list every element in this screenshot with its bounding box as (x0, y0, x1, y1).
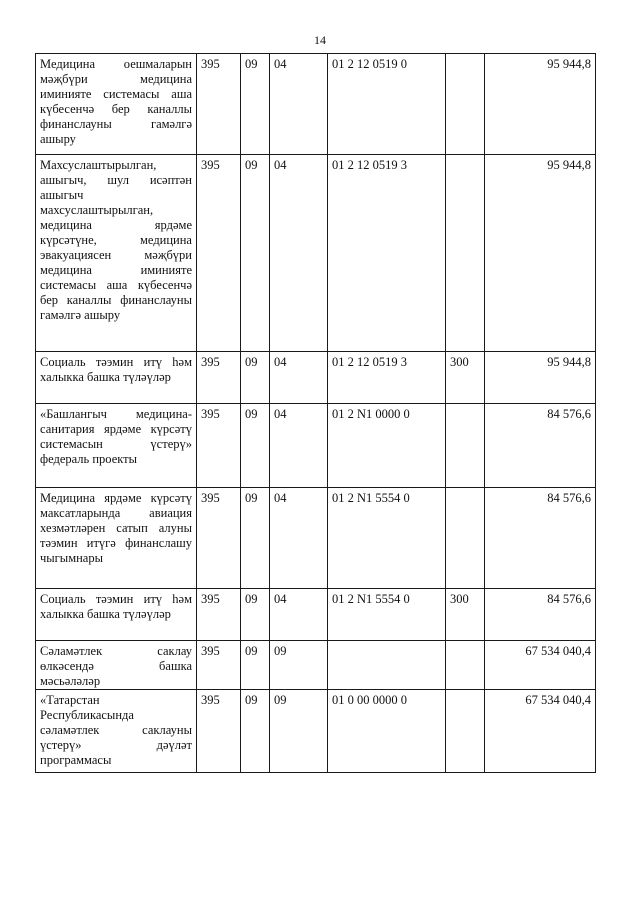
target-article-code: 01 2 N1 5554 0 (328, 589, 446, 641)
table-row (36, 54, 596, 155)
section-code: 09 (241, 690, 270, 773)
ministry-code: 395 (197, 589, 241, 641)
section-code: 09 (241, 589, 270, 641)
target-article-code: 01 0 00 0000 0 (328, 690, 446, 773)
amount: 95 944,8 (485, 54, 596, 155)
target-article-code: 01 2 N1 0000 0 (328, 404, 446, 488)
table-row (36, 589, 596, 641)
ministry-code: 395 (197, 690, 241, 773)
amount: 67 534 040,4 (485, 690, 596, 773)
section-code: 09 (241, 488, 270, 589)
amount: 95 944,8 (485, 155, 596, 352)
target-article-code: 01 2 N1 5554 0 (328, 488, 446, 589)
subsection-code: 09 (270, 641, 328, 690)
expense-type-code (446, 404, 485, 488)
amount: 67 534 040,4 (485, 641, 596, 690)
table-row (36, 488, 596, 589)
row-name: Медицина ярдәме күрсәтү максатларында авиация хезмәтләрен сатып алуны тәэмин итүгә финанслашу чыгымнары (36, 488, 197, 589)
ministry-code: 395 (197, 641, 241, 690)
row-name: Медицина оешмаларын мәҗбүри медицина иминияте системасы аша күбесенчә бер каналлы финанслауны гамәлгә ашыру (36, 54, 197, 155)
target-article-code: 01 2 12 0519 0 (328, 54, 446, 155)
row-name: Махсуслаштырылган, ашыгыч, шул исәптән ашыгыч махсуслаштырылган, медицина ярдәме күрсәтүне, медицина эвакуациясен мәҗбүри медицина иминияте системасы аша күбесенчә бер каналлы финанслауны гамәлгә ашыру (36, 155, 197, 352)
expense-type-code: 300 (446, 589, 485, 641)
table-row (36, 404, 596, 488)
subsection-code: 04 (270, 589, 328, 641)
ministry-code: 395 (197, 155, 241, 352)
ministry-code: 395 (197, 352, 241, 404)
amount: 84 576,6 (485, 488, 596, 589)
section-code: 09 (241, 404, 270, 488)
target-article-code: 01 2 12 0519 3 (328, 352, 446, 404)
row-name: «Татарстан Республикасында сәламәтлек саклауны үстерү» дәүләт программасы (36, 690, 197, 773)
expense-type-code (446, 54, 485, 155)
amount: 84 576,6 (485, 404, 596, 488)
subsection-code: 09 (270, 690, 328, 773)
row-name: Социаль тәэмин итү һәм халыкка башка түләүләр (36, 352, 197, 404)
subsection-code: 04 (270, 488, 328, 589)
ministry-code: 395 (197, 404, 241, 488)
budget-table (35, 53, 596, 773)
section-code: 09 (241, 155, 270, 352)
expense-type-code (446, 641, 485, 690)
row-name: Социаль тәэмин итү һәм халыкка башка түләүләр (36, 589, 197, 641)
table-row (36, 155, 596, 352)
expense-type-code (446, 488, 485, 589)
row-name: Сәламәтлек саклау өлкәсендә башка мәсьәләләр (36, 641, 197, 690)
amount: 84 576,6 (485, 589, 596, 641)
expense-type-code (446, 155, 485, 352)
row-name: «Башлангыч медицина-санитария ярдәме күрсәтү системасын үстерү» федераль проекты (36, 404, 197, 488)
ministry-code: 395 (197, 54, 241, 155)
subsection-code: 04 (270, 352, 328, 404)
target-article-code (328, 641, 446, 690)
table-row (36, 690, 596, 773)
subsection-code: 04 (270, 54, 328, 155)
table-row (36, 641, 596, 690)
section-code: 09 (241, 641, 270, 690)
ministry-code: 395 (197, 488, 241, 589)
subsection-code: 04 (270, 404, 328, 488)
expense-type-code (446, 690, 485, 773)
subsection-code: 04 (270, 155, 328, 352)
page-number: 14 (314, 33, 326, 47)
target-article-code: 01 2 12 0519 3 (328, 155, 446, 352)
section-code: 09 (241, 54, 270, 155)
section-code: 09 (241, 352, 270, 404)
expense-type-code: 300 (446, 352, 485, 404)
table-row (36, 352, 596, 404)
amount: 95 944,8 (485, 352, 596, 404)
